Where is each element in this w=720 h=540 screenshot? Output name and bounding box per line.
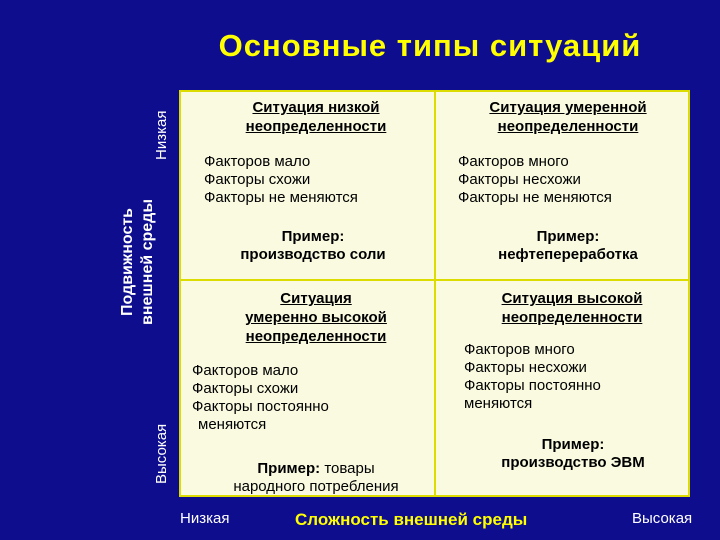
cell-factors	[464, 341, 601, 413]
page-title: Основные типы ситуаций	[218, 28, 642, 63]
factor-line: меняются	[198, 416, 267, 433]
cell-heading	[448, 98, 688, 136]
y-axis-title-line1: Подвижность	[119, 207, 136, 317]
cell-heading-line: Ситуация умеренной	[489, 99, 647, 116]
cell-heading-line: неопределенности	[501, 309, 643, 326]
cell-heading-line: умеренно высокой	[245, 309, 387, 326]
factor-line: меняются	[464, 395, 533, 412]
factor-line: Факторы схожи	[192, 380, 299, 397]
matrix-vertical-divider	[434, 90, 436, 497]
factor-line: Факторы не меняются	[204, 189, 358, 206]
example-label: Пример:	[281, 228, 345, 245]
example-value: нефтепереработка	[498, 246, 638, 263]
factor-line: Факторов мало	[204, 153, 311, 170]
x-axis-title: Сложность внешней среды	[295, 510, 528, 529]
example-value: производство соли	[240, 246, 386, 263]
cell-heading-line: Ситуация низкой	[252, 99, 380, 116]
y-axis-title	[118, 172, 158, 352]
y-axis-title-line2: внешней среды	[139, 199, 156, 325]
matrix-horizontal-divider	[179, 279, 690, 281]
factor-line: Факторов мало	[192, 362, 299, 379]
factor-line: Факторы постоянно	[464, 377, 601, 394]
cell-heading-line: неопределенности	[245, 118, 387, 135]
cell-factors	[204, 153, 358, 207]
cell-heading	[452, 289, 692, 327]
example-label: Пример:	[536, 228, 600, 245]
cell-heading-line: неопределенности	[245, 328, 387, 345]
y-axis-low-label: Низкая	[153, 110, 170, 160]
example-label: Пример:	[541, 436, 605, 453]
factor-line: Факторы постоянно	[192, 398, 329, 415]
factor-line: Факторы несхожи	[464, 359, 587, 376]
cell-heading-line: неопределенности	[497, 118, 639, 135]
cell-factors	[458, 153, 612, 207]
example-value: товары	[324, 460, 375, 477]
factor-line: Факторы схожи	[204, 171, 311, 188]
cell-heading	[200, 289, 432, 346]
example-value: народного потребления	[233, 478, 399, 495]
factor-line: Факторы не меняются	[458, 189, 612, 206]
factor-line: Факторы несхожи	[458, 171, 581, 188]
cell-example	[456, 436, 690, 472]
x-axis-low-label: Низкая	[180, 510, 230, 527]
cell-example	[196, 460, 436, 496]
y-axis-high-label: Высокая	[153, 423, 170, 484]
example-label: Пример:	[257, 460, 321, 477]
factor-line: Факторов много	[458, 153, 569, 170]
cell-heading-line: Ситуация	[280, 290, 352, 307]
factor-line: Факторов много	[464, 341, 575, 358]
cell-heading	[200, 98, 432, 136]
cell-factors	[192, 362, 329, 434]
cell-heading-line: Ситуация высокой	[501, 290, 643, 307]
example-value: производство ЭВМ	[501, 454, 645, 471]
cell-example	[200, 228, 426, 264]
x-axis-high-label: Высокая	[632, 510, 693, 527]
cell-example	[450, 228, 686, 264]
